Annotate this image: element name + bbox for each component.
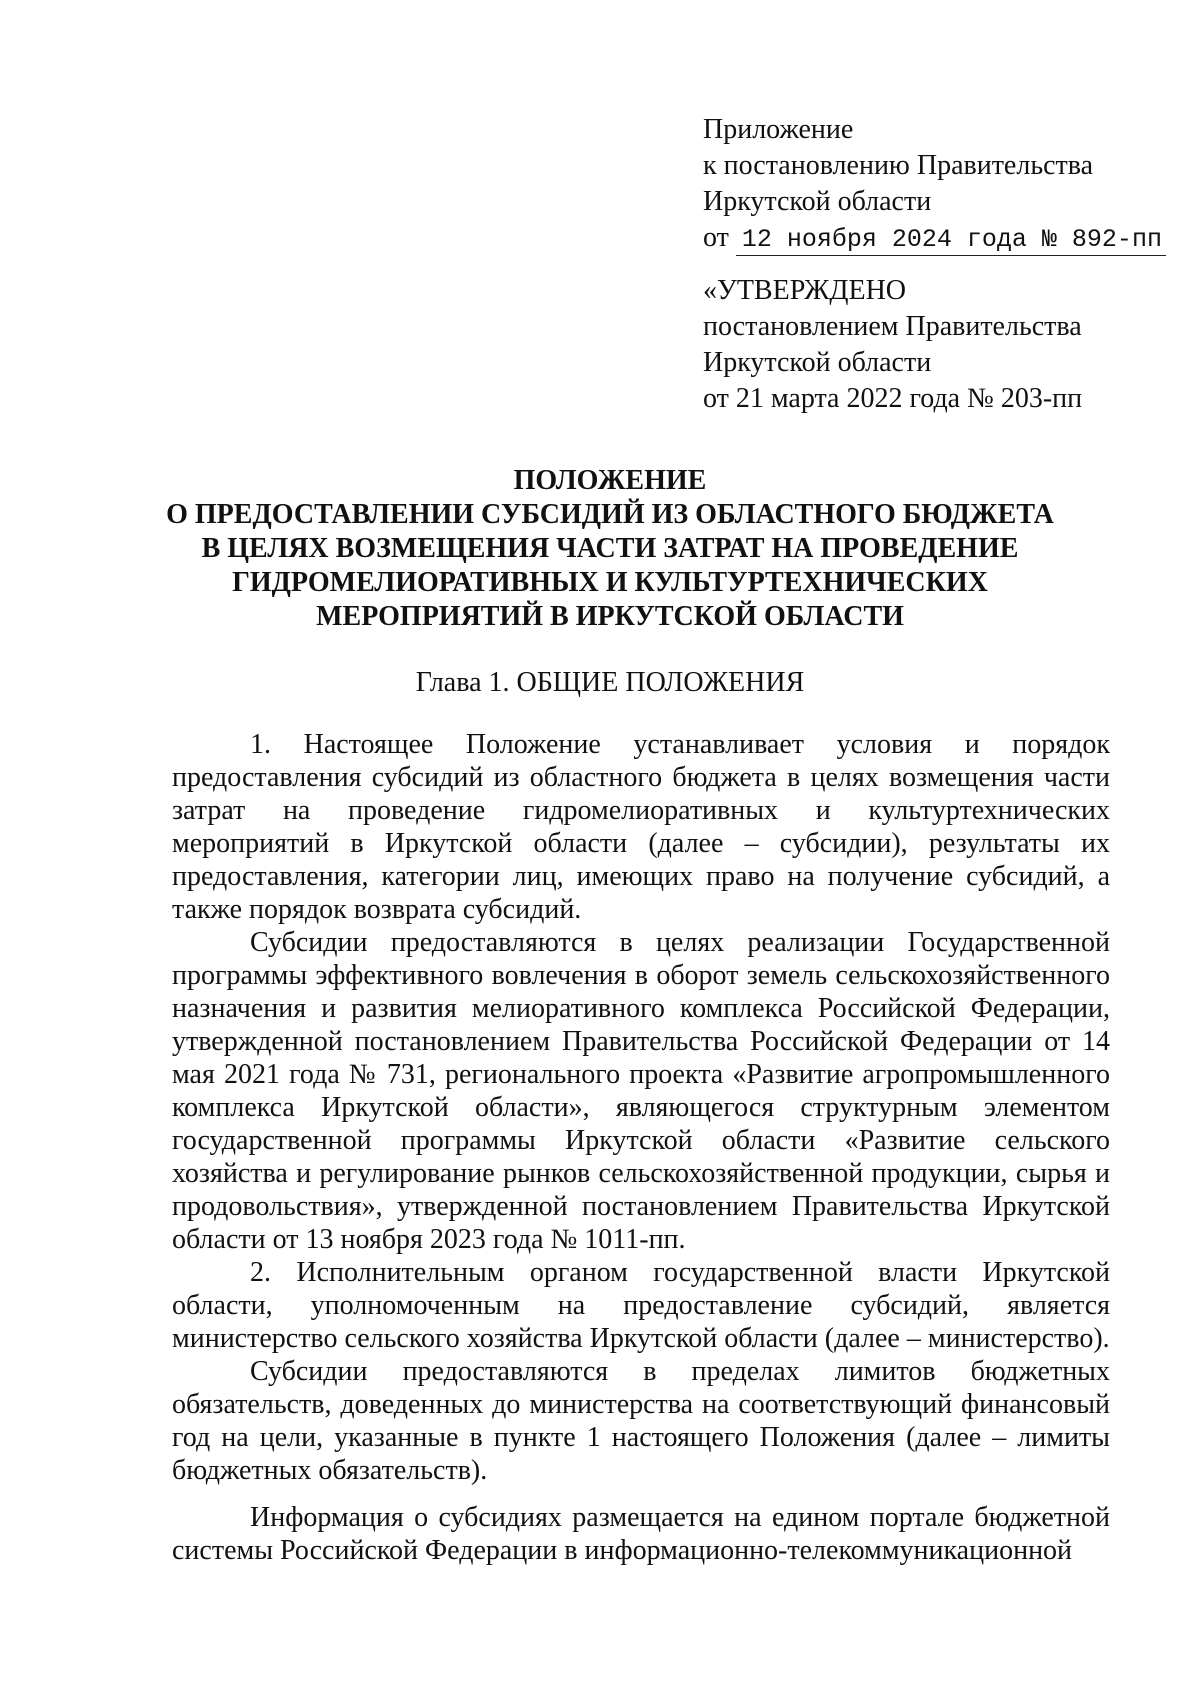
document-body — [172, 728, 1110, 1567]
paragraph: Субсидии предоставляются в целях реализации Государственной программы эффективного вовлечения в оборот земель сельскохозяйственного назначения и развития мелиоративного комплекса Российской Федерации, утвержденной постановлением Правительства Российской Федерации от 14 мая 2021 года № 731, регионального проекта «Развитие агропромышленного комплекса Иркутской области», являющегося структурным элементом государственной программы Иркутской области «Развитие сельского хозяйства и регулирование рынков сельскохозяйственной продукции, сырья и продовольствия», утвержденной постановлением Правительства Иркутской области от 13 ноября 2023 года № 1011-пп. — [172, 927, 1110, 1255]
approved-line: от 21 марта 2022 года № 203-пп — [703, 383, 1083, 414]
appendix-line: к постановлению Правительства — [703, 150, 1094, 181]
approved-line: «УТВЕРЖДЕНО — [703, 275, 907, 306]
appendix-header — [703, 112, 1183, 256]
title-line: В ЦЕЛЯХ ВОЗМЕЩЕНИЯ ЧАСТИ ЗАТРАТ НА ПРОВЕДЕНИЕ — [201, 533, 1019, 564]
paragraph: Субсидии предоставляются в пределах лимитов бюджетных обязательств, доведенных до министерства на соответствующий финансовый год на цели, указанные в пункте 1 настоящего Положения (далее – лимиты бюджетных обязательств). — [172, 1356, 1110, 1486]
paragraph: Информация о субсидиях размещается на едином портале бюджетной системы Российской Федерации в информационно-телекоммуникационной — [172, 1502, 1110, 1566]
approved-line: постановлением Правительства — [703, 311, 1082, 342]
appendix-line: Иркутской области — [703, 186, 932, 217]
approved-line: Иркутской области — [703, 347, 932, 378]
title-line: О ПРЕДОСТАВЛЕНИИ СУБСИДИЙ ИЗ ОБЛАСТНОГО БЮДЖЕТА — [166, 499, 1054, 530]
appendix-date-line — [703, 220, 1183, 256]
chapter-heading: Глава 1. ОБЩИЕ ПОЛОЖЕНИЯ — [415, 667, 805, 698]
document-title — [150, 464, 1070, 634]
paragraph: 2. Исполнительным органом государственной власти Иркутской области, уполномоченным на предоставление субсидий, является министерство сельского хозяйства Иркутской области (далее – министерство). — [172, 1257, 1110, 1354]
title-line: ГИДРОМЕЛИОРАТИВНЫХ И КУЛЬТУРТЕХНИЧЕСКИХ — [232, 567, 988, 598]
approval-stamp-block — [703, 273, 1183, 417]
title-line: МЕРОПРИЯТИЙ В ИРКУТСКОЙ ОБЛАСТИ — [316, 601, 904, 632]
title-line: ПОЛОЖЕНИЕ — [513, 465, 707, 496]
paragraph: 1. Настоящее Положение устанавливает условия и порядок предоставления субсидий из областного бюджета в целях возмещения части затрат на проведение гидромелиоративных и культуртехнических мероприятий в Иркутской области (далее – субсидии), результаты их предоставления, категории лиц, имеющих право на получение субсидий, а также порядок возврата субсидий. — [172, 729, 1110, 925]
appendix-date-prefix: от — [703, 222, 729, 253]
appendix-typed-date: 12 ноября 2024 года № 892-пп — [736, 225, 1166, 256]
appendix-line: Приложение — [703, 114, 854, 145]
